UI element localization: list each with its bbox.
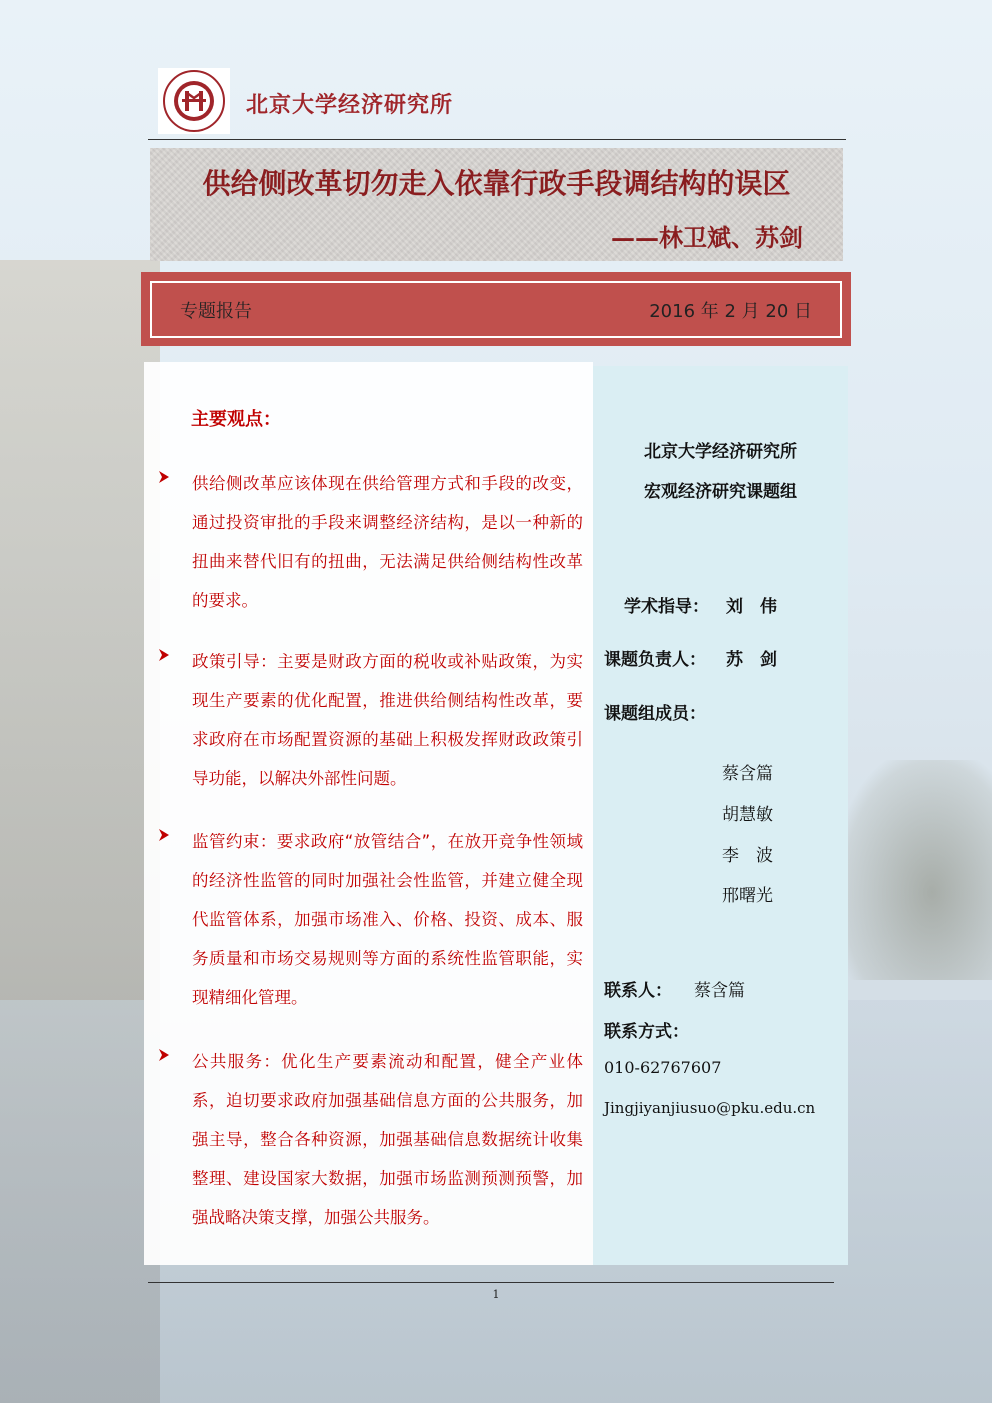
document-authors: ——林卫斌、苏剑 [611, 223, 803, 252]
header-divider [148, 139, 846, 140]
arrow-bullet-icon [158, 828, 170, 842]
team-member: 胡慧敏 [722, 805, 773, 825]
contact-phone: 010-62767607 [604, 1058, 722, 1077]
report-info-band [141, 272, 851, 346]
contact-person-label: 联系人： [604, 981, 672, 1001]
arrow-bullet-icon [158, 1048, 170, 1062]
team-member: 蔡含篇 [722, 764, 773, 784]
arrow-bullet-icon [158, 648, 170, 662]
contact-person-name: 蔡含篇 [694, 981, 745, 1001]
advisor-name: 刘 伟 [726, 597, 777, 617]
key-point-item [158, 642, 583, 798]
project-leader-name: 苏 剑 [726, 650, 777, 670]
key-point-text: 政策引导：主要是财政方面的税收或补贴政策，为实现生产要素的优化配置，推进供给侧结构性改革，要求政府在市场配置资源的基础上积极发挥财政政策引导功能，以解决外部性问题。 [192, 652, 583, 788]
key-point-text: 供给侧改革应该体现在供给管理方式和手段的改变，通过投资审批的手段来调整经济结构，是以一种新的扭曲来替代旧有的扭曲，无法满足供给侧结构性改革的要求。 [192, 474, 583, 610]
team-members-label: 课题组成员： [604, 704, 706, 724]
background-trees-right [842, 760, 992, 980]
peking-university-logo [158, 68, 230, 134]
report-type: 专题报告 [180, 301, 252, 322]
project-leader-label: 课题负责人： [604, 650, 706, 670]
contact-method-label: 联系方式： [604, 1022, 689, 1042]
key-point-text: 监管约束：要求政府“放管结合”，在放开竞争性领域的经济性监管的同时加强社会性监管，并建立健全现代监管体系，加强市场准入、价格、投资、成本、服务质量和市场交易规则等方面的系统性监管职能，实现精细化管理。 [192, 832, 583, 1007]
key-point-item [158, 464, 583, 620]
key-point-text: 公共服务：优化生产要素流动和配置，健全产业体系，迫切要求政府加强基础信息方面的公共服务，加强主导，整合各种资源，加强基础信息数据统计收集整理、建设国家大数据，加强市场监测预测预警，加强战略决策支撑，加强公共服务。 [192, 1052, 583, 1227]
key-point-item [158, 1042, 583, 1237]
report-info-frame [150, 281, 842, 338]
organization-title: 北京大学经济研究所 [246, 92, 454, 118]
key-points-heading: 主要观点： [191, 409, 281, 430]
advisor-label: 学术指导： [624, 597, 709, 617]
key-point-item [158, 822, 583, 1017]
footer-divider [148, 1282, 834, 1283]
document-title: 供给侧改革切勿走入依靠行政手段调结构的误区 [202, 167, 791, 200]
contact-email: Jingjiyanjiusuo@pku.edu.cn [604, 1099, 816, 1117]
document-header [158, 68, 848, 134]
team-member: 邢曙光 [722, 886, 773, 906]
research-group-name: 宏观经济研究课题组 [644, 482, 797, 502]
page-number: 1 [492, 1288, 500, 1301]
team-member: 李 波 [722, 846, 773, 866]
arrow-bullet-icon [158, 470, 170, 484]
title-panel [150, 148, 843, 261]
institute-name: 北京大学经济研究所 [644, 442, 797, 462]
report-date: 2016 年 2 月 20 日 [649, 301, 812, 322]
